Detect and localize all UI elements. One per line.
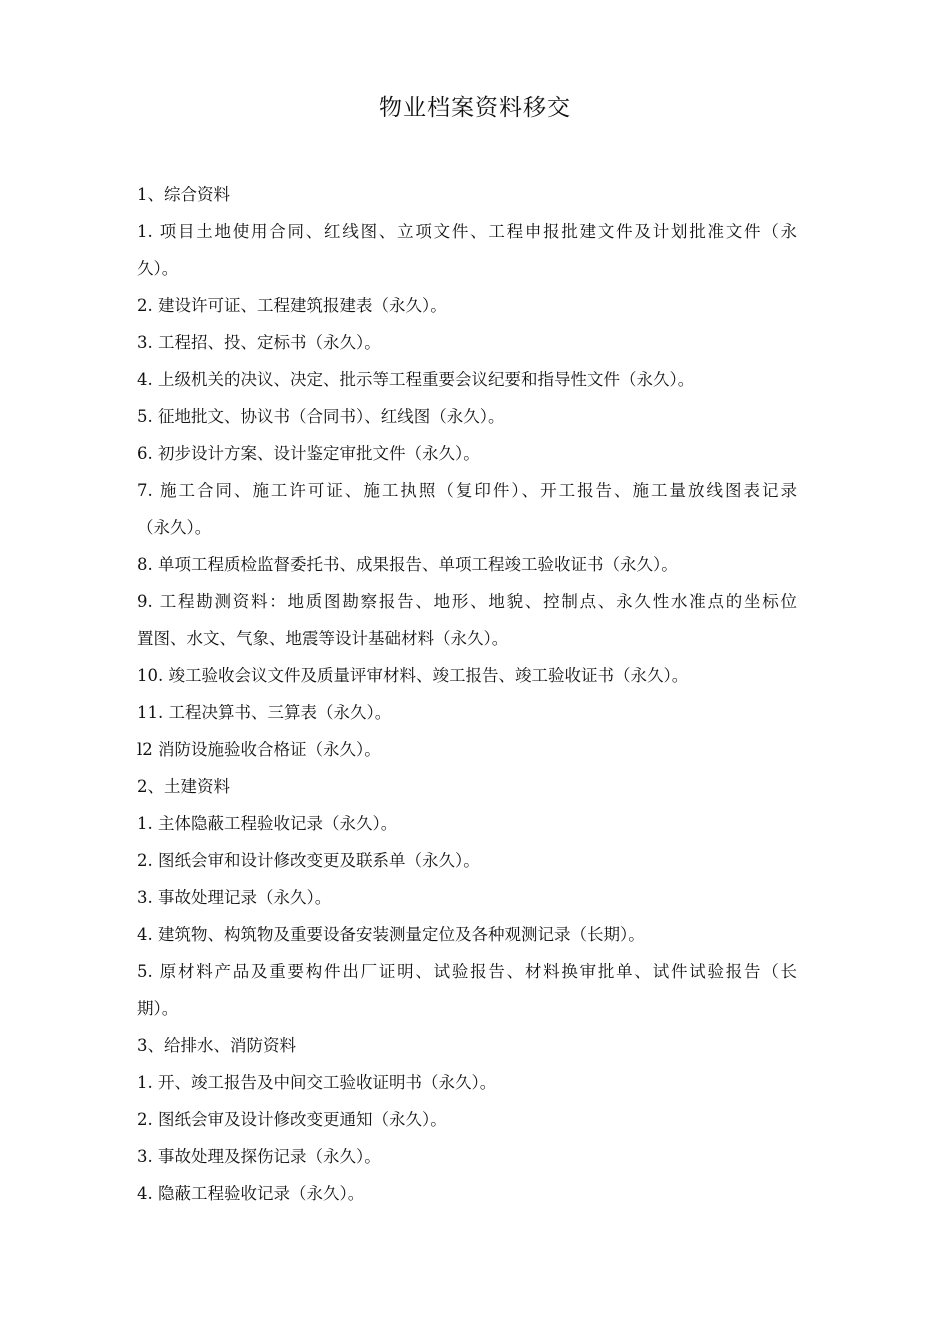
list-item: 1. 项目土地使用合同、红线图、立项文件、工程申报批建文件及计划批准文件（永 [137, 222, 797, 241]
list-item: 4. 建筑物、构筑物及重要设备安装测量定位及各种观测记录（长期）。 [137, 925, 645, 944]
list-item: 4. 上级机关的决议、决定、批示等工程重要会议纪要和指导性文件（永久）。 [137, 370, 695, 389]
list-item: 5. 征地批文、协议书（合同书）、红线图（永久）。 [137, 407, 505, 426]
list-item: 2. 图纸会审和设计修改变更及联系单（永久）。 [137, 851, 480, 870]
list-item: 2. 建设许可证、工程建筑报建表（永久）。 [137, 296, 447, 315]
section-heading: 1、综合资料 [137, 185, 230, 204]
list-item: 1. 开、竣工报告及中间交工验收证明书（永久）。 [137, 1073, 497, 1092]
list-item: 8. 单项工程质检监督委托书、成果报告、单项工程竣工验收证书（永久）。 [137, 555, 678, 574]
list-item: 3. 事故处理记录（永久）。 [137, 888, 332, 907]
list-item-continuation: （永久）。 [137, 518, 212, 537]
list-item: 2. 图纸会审及设计修改变更通知（永久）。 [137, 1110, 447, 1129]
document-body [137, 176, 797, 1212]
list-item: 9. 工程勘测资料：地质图勘察报告、地形、地貌、控制点、永久性水准点的坐标位 [137, 592, 797, 611]
list-item: 3. 工程招、投、定标书（永久）。 [137, 333, 381, 352]
list-item: 3. 事故处理及探伤记录（永久）。 [137, 1147, 381, 1166]
list-item: 6. 初步设计方案、设计鉴定审批文件（永久）。 [137, 444, 480, 463]
list-item: 5. 原材料产品及重要构件出厂证明、试验报告、材料换审批单、试件试验报告（长 [137, 962, 797, 981]
document-title: 物业档案资料移交 [379, 95, 571, 121]
list-item-continuation: 期）。 [137, 999, 179, 1018]
section-heading: 2、土建资料 [137, 777, 230, 796]
section-heading: 3、给排水、消防资料 [137, 1036, 296, 1055]
list-item: 1. 主体隐蔽工程验收记录（永久）。 [137, 814, 398, 833]
list-item: 4. 隐蔽工程验收记录（永久）。 [137, 1184, 365, 1203]
list-item-continuation: 久）。 [137, 259, 179, 278]
list-item: 11. 工程决算书、三算表（永久）。 [137, 703, 392, 722]
list-item: l2 消防设施验收合格证（永久）。 [137, 740, 381, 759]
list-item: 7. 施工合同、施工许可证、施工执照（复印件）、开工报告、施工量放线图表记录 [137, 481, 797, 500]
list-item-continuation: 置图、水文、气象、地震等设计基础材料（永久）。 [137, 629, 509, 648]
list-item: 10. 竣工验收会议文件及质量评审材料、竣工报告、竣工验收证书（永久）。 [137, 666, 689, 685]
